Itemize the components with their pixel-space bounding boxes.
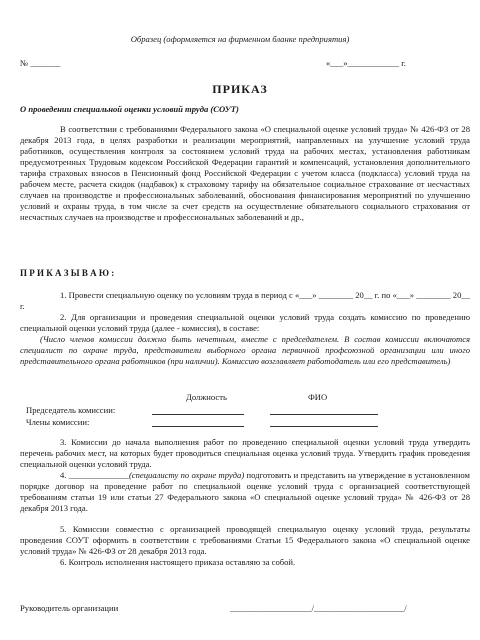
header-note: Образец (оформляется на фирменном бланке предприятия) bbox=[130, 34, 350, 44]
item-3: 3. Комиссии до начала выполнения работ по проведению специальной оценки условий труда утвердить перечень рабочих мест, на которых будет проводиться специальная оценка условий труда. Утвердить график проведения специальной оценки условий труда. bbox=[20, 437, 470, 469]
item-4-number: 4. ______________ bbox=[60, 470, 129, 480]
chairman-label: Председатель комиссии: bbox=[26, 405, 116, 415]
members-label: Члены комиссии: bbox=[26, 417, 90, 427]
chairman-name-line bbox=[270, 414, 378, 415]
document-title: ПРИКАЗ bbox=[212, 82, 268, 96]
item-2-note: (Число членов комиссии должно быть нечетным, вместе с председателем. В состав комиссии включаются специалист по охране труда, представители выборного органа первичной профсоюзной организации или иного представительного органа работников (при наличии). Комиссию возглавляет работодатель или его представитель) bbox=[20, 334, 470, 366]
head-signature: ___________________/_____________________/ bbox=[230, 603, 407, 613]
head-label: Руководитель организации bbox=[20, 603, 119, 613]
item-4 bbox=[20, 470, 470, 514]
item-4-responsible: (специалисту по охране труда) bbox=[128, 470, 245, 480]
column-name-header: ФИО bbox=[308, 392, 328, 402]
order-date: «___»____________ г. bbox=[326, 58, 406, 68]
order-number: № _______ bbox=[20, 58, 61, 68]
item-6: 6. Контроль исполнения настоящего приказа оставляю за собой. bbox=[60, 557, 296, 567]
column-position-header: Должность bbox=[186, 392, 227, 402]
item-2: 2. Для организации и проведения специальной оценки условий труда создать комиссию по проведению специальной оценки условий труда (далее - комиссия), в составе: bbox=[20, 312, 470, 333]
order-word: П Р И К А З Ы В А Ю : bbox=[20, 268, 115, 278]
members-name-line bbox=[270, 426, 378, 427]
members-position-line bbox=[152, 426, 244, 427]
intro-paragraph: В соответствии с требованиями Федерального закона «О специальной оценке условий труда» № 426-ФЗ от 28 декабря 2013 года, в целях разработки и реализации мероприятий, направленных на улучшение условий труда работников, осуществления контроля за состоянием условий труда на рабочих местах, установления работникам предусмотренных Трудовым кодексом Российской Федерации гарантий и компенсаций, установления дополнительного тарифа страховых взносов в Пенсионный фонд Российской Федерации с учетом класса (подкласса) условий труда на рабочем месте, расчета скидок (надбавок) к страховому тарифу на обязательное социальное страхование от несчастных случаев на производстве и профессиональных заболеваний, обоснования финансирования мероприятий по улучшению условий и охраны труда, в том числе за счет средств на осуществление обязательного социального страхования от несчастных случаев на производстве и профессиональных заболеваний и др., bbox=[20, 124, 470, 222]
chairman-position-line bbox=[152, 414, 244, 415]
item-4-text: подготовить и представить на утверждение в установленном порядке договор на проведение работ по специальной оценке условий труда с организацией соответствующей требованиям статьи 19 или статьи 27 Федерального закона «О специальной оценке условий труда» № 426-ФЗ от 28 декабря 2013 года. bbox=[20, 470, 470, 513]
order-subject: О проведении специальной оценки условий труда (СОУТ) bbox=[20, 104, 239, 114]
item-1: 1. Провести специальную оценку по условиям труда в период с «___» ________ 20__ г. по «___» ________ 20__ г. bbox=[20, 290, 470, 311]
item-5: 5. Комиссии совместно с организацией проводящей специальную оценку условий труда, результаты проведения СОУТ оформить в соответствии с требованиями Статьи 15 Федерального закона «О специальной оценке условий труда» № 426-ФЗ от 28 декабря 2013 года. bbox=[20, 524, 470, 556]
